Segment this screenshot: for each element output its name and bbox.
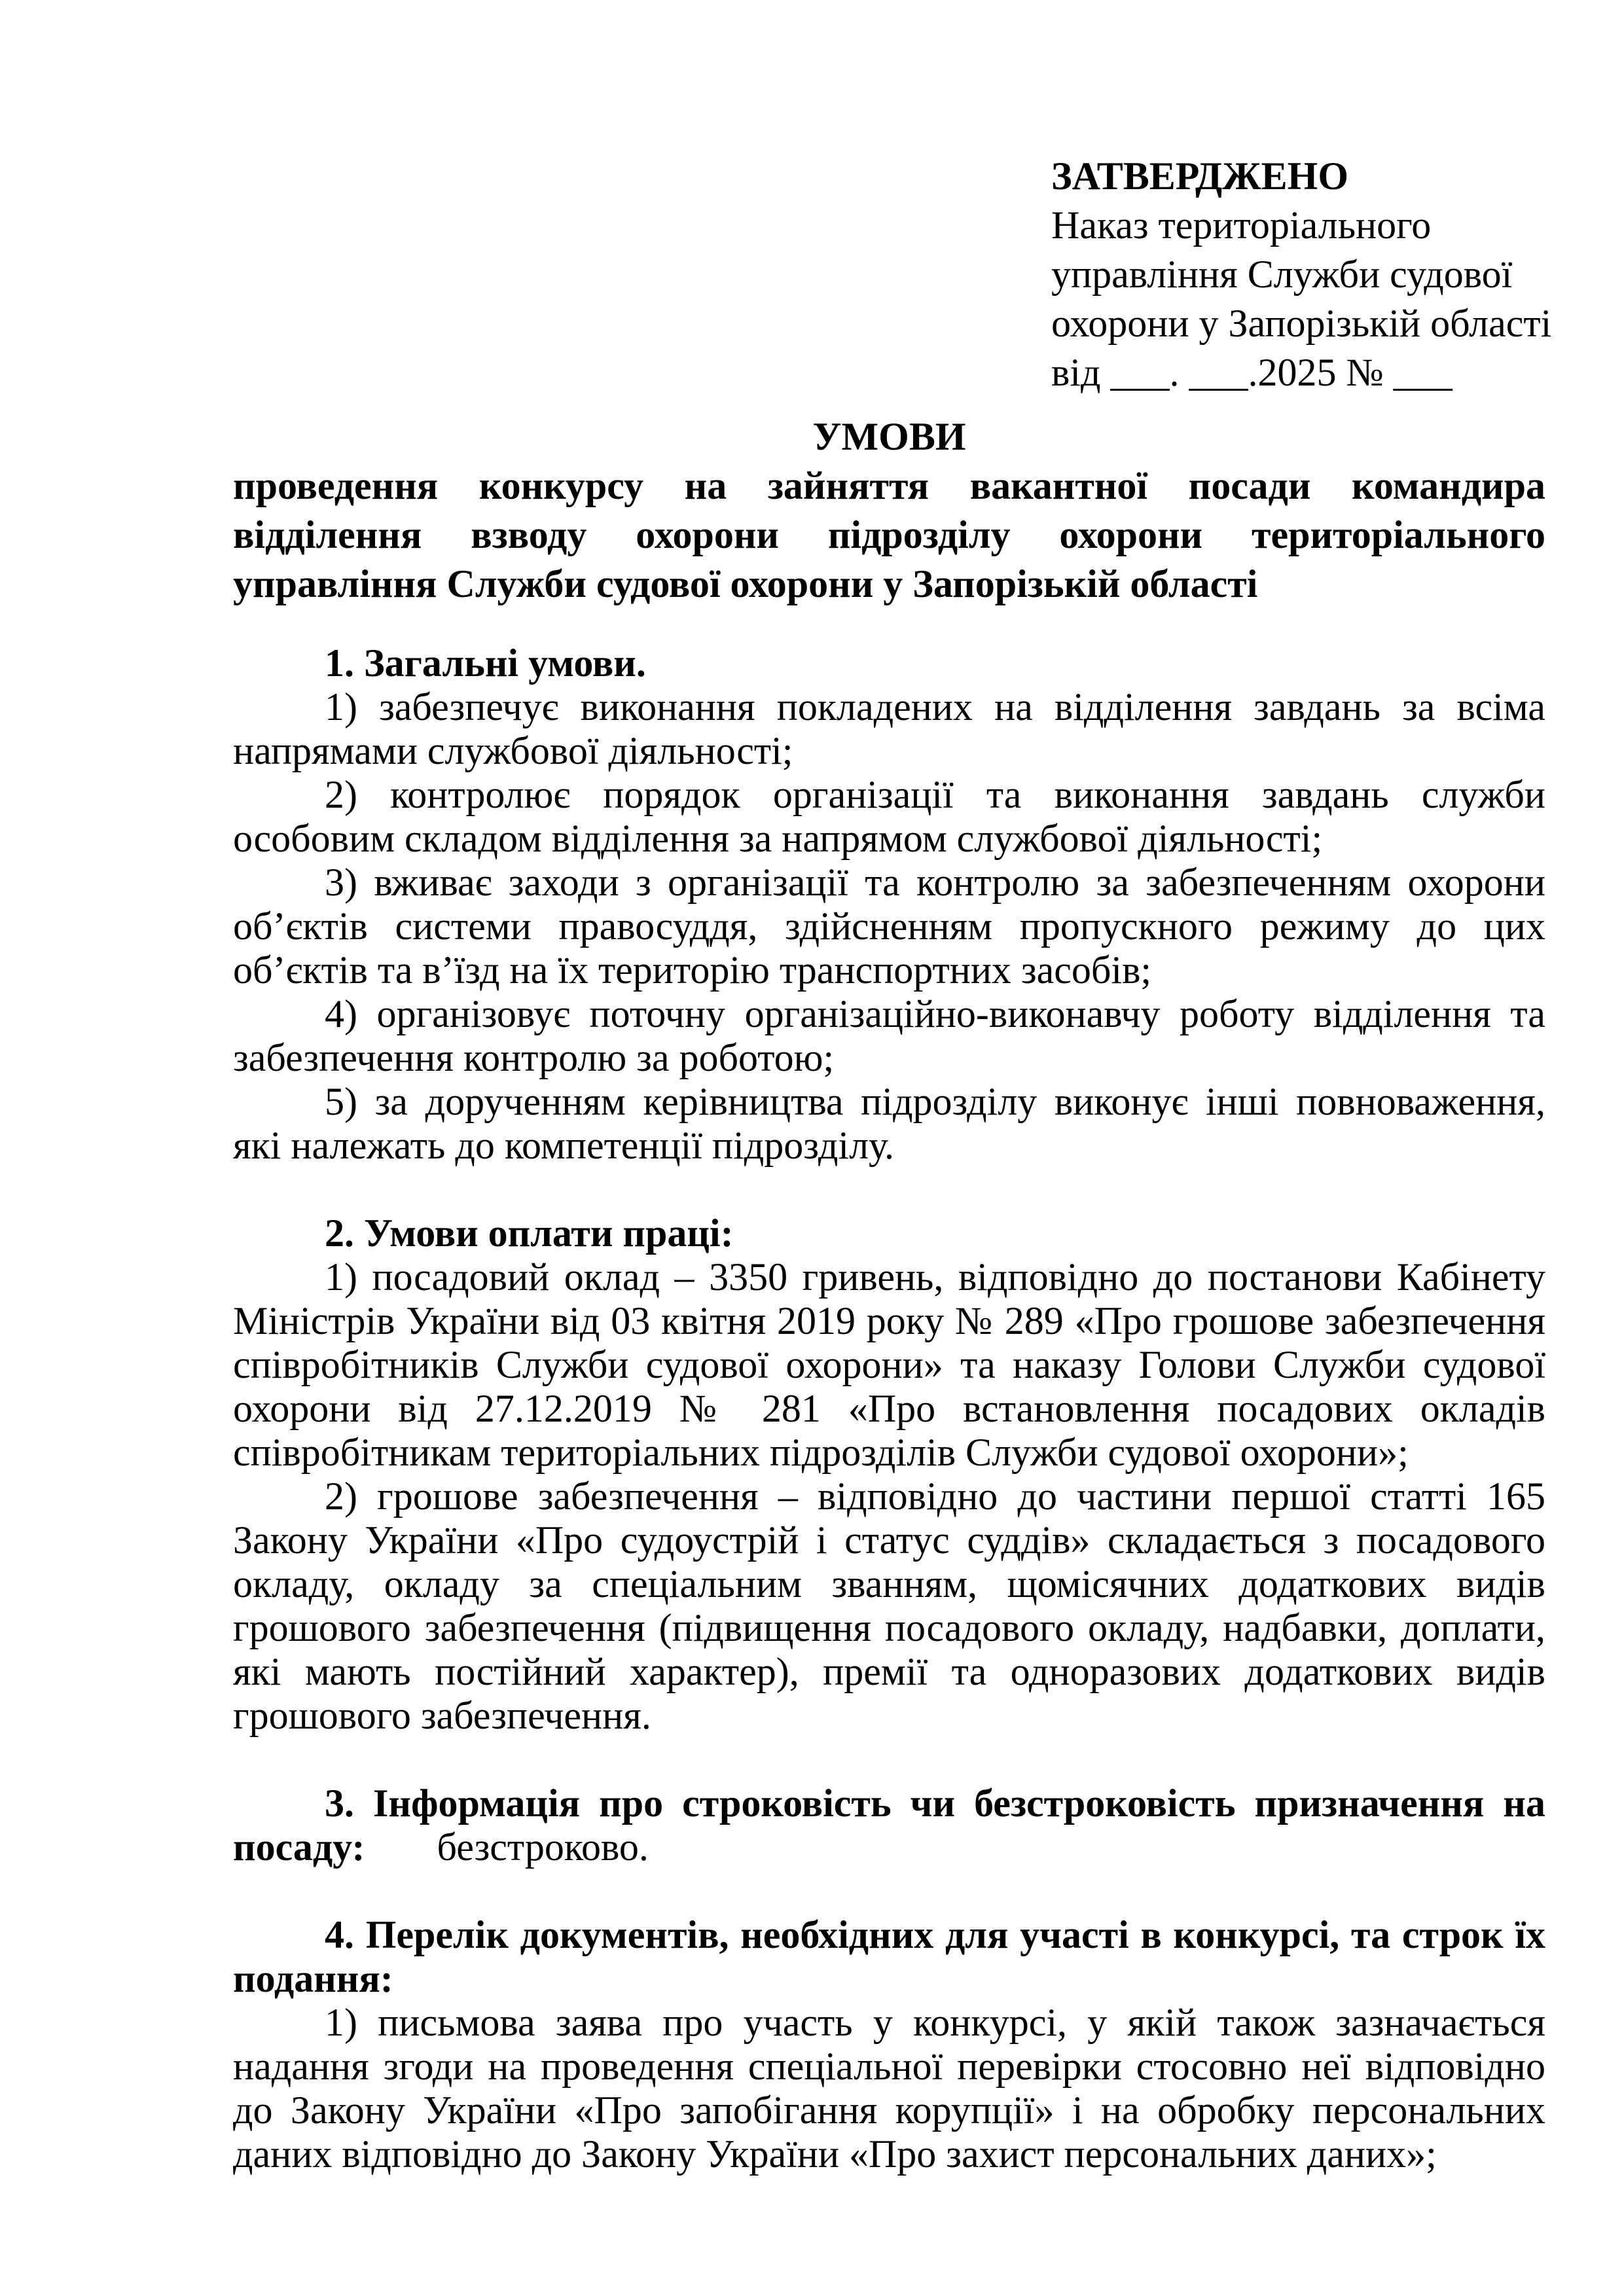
spacer [233,1168,1545,1211]
section-4-item: 1) письмова заява про участь у конкурсі, у якій також зазначається надання згоди на проведення спеціальної перевірки стосовно неї відповідно до Закону України «Про запобігання корупції» і на обробку персональних даних відповідно до Закону України «Про захист персональних даних»; [233,2001,1545,2176]
section-1-heading: 1. Загальні умови. [325,641,646,685]
approval-heading: ЗАТВЕРДЖЕНО [1051,154,1348,198]
spacer [233,1869,1545,1913]
section-1-item: 3) вживає заходи з організації та контролю за забезпеченням охорони об’єктів системи правосуддя, здійсненням пропускного режиму до цих об’єктів та в’їзд на їх територію транспортних засобів; [233,861,1545,992]
section-2-heading: 2. Умови оплати праці: [325,1211,734,1255]
approval-date-line: від ___. ___.2025 № ___ [1051,351,1453,394]
section-4-heading: 4. Перелік документів, необхідних для участі в конкурсі, та строк їх подання: [233,1913,1545,2000]
section-3-value: безстроково. [437,1825,649,1869]
approval-line: управління Служби судової [1051,253,1513,296]
section-3-heading: 3. Інформація про строковість чи безстроковість призначення на посаду: [233,1782,1545,1869]
section-1-item: 2) контролює порядок організації та виконання завдань служби особовим складом відділення за напрямом службової діяльності; [233,773,1545,860]
section-1-item: 4) організовує поточну організаційно-виконавчу роботу відділення та забезпечення контролю за роботою; [233,992,1545,1079]
section-2-item: 1) посадовий оклад – 3350 гривень, відповідно до постанови Кабінету Міністрів України від 03 квітня 2019 року № 289 «Про грошове забезпечення співробітників Служби судової охорони» та наказу Голови Служби судової охорони від 27.12.2019 № 281 «Про встановлення посадових окладів співробітникам територіальних підрозділів Служби судової охорони»; [233,1255,1545,1474]
title-subtitle: проведення конкурсу на зайняття вакантної посади командира відділення взводу охорони підрозділу охорони територіального управління Служби судової охорони у Запорізькій області [233,464,1545,605]
approval-block [1051,152,1575,397]
document-body [233,641,1545,2176]
section-1-item: 1) забезпечує виконання покладених на відділення завдань за всіма напрямами службової діяльності; [233,685,1545,772]
approval-line: охорони у Запорізькій області [1051,302,1552,345]
section-3 [233,1782,1545,1869]
approval-line: Наказ територіального [1051,204,1432,247]
section-2-item: 2) грошове забезпечення – відповідно до частини першої статті 165 Закону України «Про судоустрій і статус суддів» складається з посадового окладу, окладу за спеціальним званням, щомісячних додаткових видів грошового забезпечення (підвищення посадового окладу, надбавки, доплати, які мають постійний характер), премії та одноразових додаткових видів грошового забезпечення. [233,1475,1545,1737]
document-title [233,412,1545,609]
section-4 [233,1913,1545,2001]
section-1-item: 5) за дорученням керівництва підрозділу виконує інші повноваження, які належать до компетенції підрозділу. [233,1080,1545,1167]
title-main: УМОВИ [812,415,966,458]
spacer [233,1738,1545,1782]
